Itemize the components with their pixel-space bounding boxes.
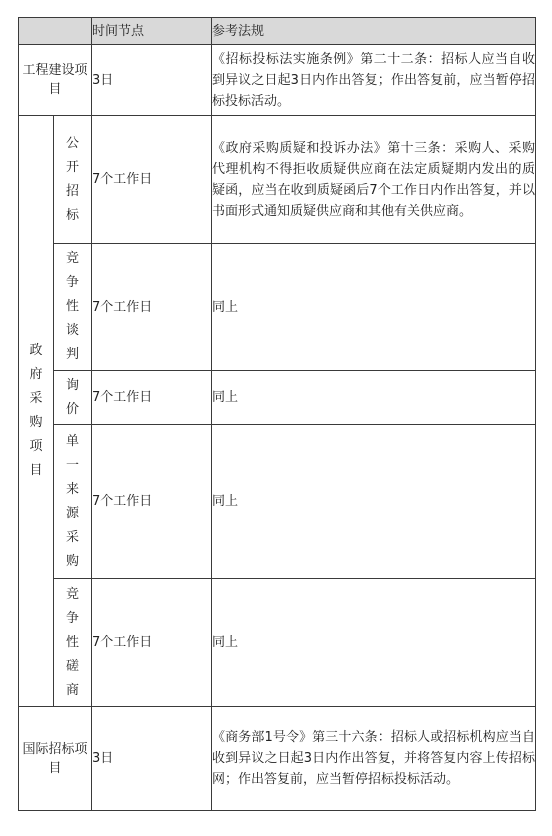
category-char: 府 [29,367,43,382]
method-char: 竞 [65,586,79,602]
category-international-tender: 国际招标项目 [19,707,92,811]
category-char: 项 [29,439,43,454]
method-char: 性 [65,634,79,650]
time-node: 7个工作日 [92,244,212,371]
method-open-tender [54,116,92,244]
method-char: 公 [65,135,79,151]
method-inquiry [54,371,92,425]
regulation-table [18,17,536,811]
header-time-node: 时间节点 [92,18,212,45]
time-node: 7个工作日 [92,116,212,244]
category-government-procurement [19,116,54,707]
method-competitive-negotiation [54,244,92,371]
method-char: 采 [65,529,79,545]
table-row [19,116,536,244]
method-char: 询 [65,377,79,393]
method-char: 商 [65,682,79,698]
time-node: 7个工作日 [92,425,212,579]
reference-law: 《招标投标法实施条例》第二十二条：招标人应当自收到异议之日起3日内作出答复；作出答复前，应当暂停招标投标活动。 [212,45,536,116]
method-char: 来 [65,481,79,497]
table-row [19,579,536,707]
table-row [19,707,536,811]
method-char: 单 [65,433,79,449]
method-char: 一 [65,457,79,473]
method-char: 开 [65,159,79,175]
reference-law: 《政府采购质疑和投诉办法》第十三条：采购人、采购代理机构不得拒收质疑供应商在法定质疑期内发出的质疑函，应当在收到质疑函后7个工作日内作出答复，并以书面形式通知质疑供应商和其他有关供应商。 [212,116,536,244]
category-construction: 工程建设项目 [19,45,92,116]
table-row [19,371,536,425]
category-char: 购 [29,415,43,430]
method-char: 判 [65,347,79,362]
method-competitive-consultation [54,579,92,707]
time-node: 3日 [92,707,212,811]
reference-law: 同上 [212,579,536,707]
time-node: 7个工作日 [92,371,212,425]
method-char: 价 [65,401,79,417]
category-char: 采 [29,391,43,406]
method-char: 磋 [65,658,79,674]
table-row [19,244,536,371]
method-char: 竞 [65,251,79,266]
header-category [19,18,92,45]
table-row [19,425,536,579]
reference-law: 同上 [212,371,536,425]
category-char: 政 [29,343,43,358]
header-reference-law: 参考法规 [212,18,536,45]
reference-law: 《商务部1号令》第三十六条：招标人或招标机构应当自收到异议之日起3日内作出答复，并将答复内容上传招标网；作出答复前，应当暂停招标投标活动。 [212,707,536,811]
method-char: 争 [65,275,79,290]
method-char: 购 [65,553,79,569]
time-node: 3日 [92,45,212,116]
method-char: 源 [65,505,79,521]
reference-law: 同上 [212,244,536,371]
method-char: 谈 [65,323,79,338]
method-char: 招 [65,183,79,199]
method-single-source [54,425,92,579]
method-char: 争 [65,610,79,626]
time-node: 7个工作日 [92,579,212,707]
table-row [19,45,536,116]
category-char: 目 [29,463,43,478]
method-char: 性 [65,299,79,314]
method-char: 标 [65,207,79,223]
table-header-row [19,18,536,45]
reference-law: 同上 [212,425,536,579]
